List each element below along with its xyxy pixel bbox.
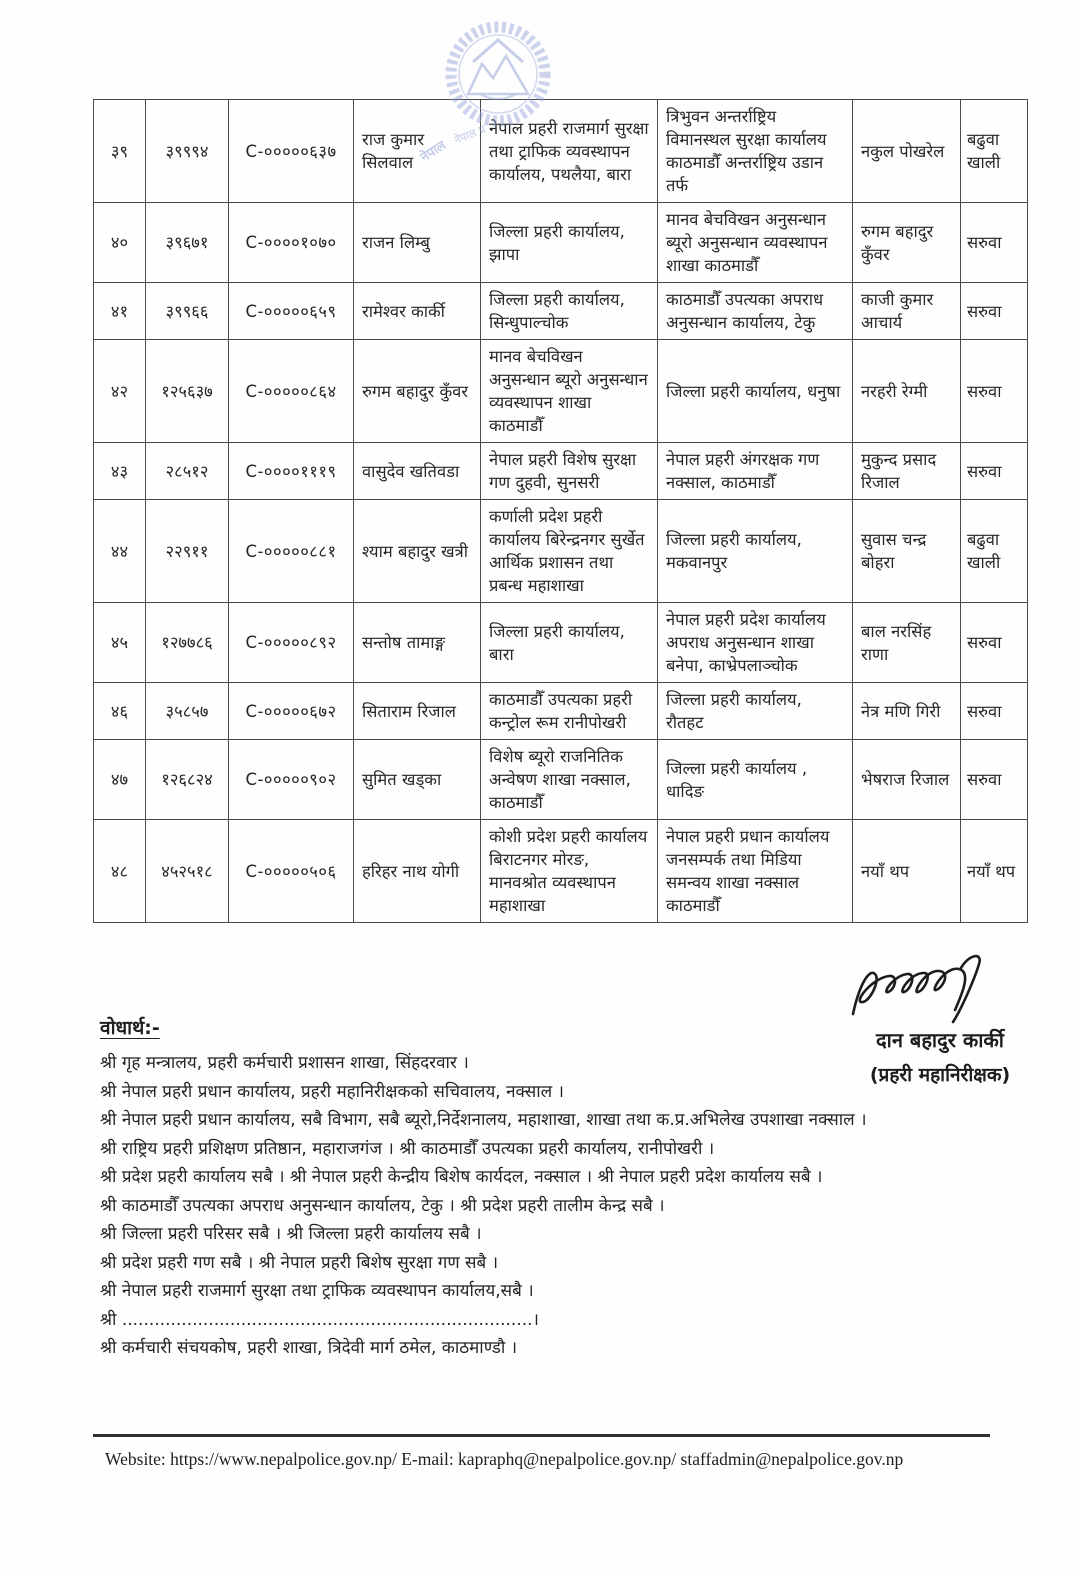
cell-badge-no: २८५१२ [146,443,229,500]
notice-line: श्री नेपाल प्रहरी प्रधान कार्यालय, सबै विभाग, सबै ब्यूरो,निर्देशनालय, महाशाखा, शाखा तथा क.प्र.अभिलेख उपशाखा नक्साल । [100,1110,867,1130]
cell-code: C-००००१११९ [229,443,354,500]
cell-code: C-०००००६३७ [229,100,354,203]
cell-badge-no: १२६८२४ [146,740,229,820]
notice-line: श्री ............................................................................। [100,1309,539,1330]
cell-name: राजन लिम्बु [354,203,481,283]
cell-sn: ४२ [94,340,146,443]
cell-sn: ४७ [94,740,146,820]
cell-from-office: जिल्ला प्रहरी कार्यालय, सिन्धुपाल्चोक [481,283,658,340]
cell-name: रामेश्वर कार्की [354,283,481,340]
cell-sn: ४६ [94,683,146,740]
cell-status: सरुवा [961,340,1028,443]
cell-to-office: नेपाल प्रहरी अंगरक्षक गण नक्साल, काठमाडौँ [658,443,853,500]
cell-status: सरुवा [961,443,1028,500]
cell-from-office: नेपाल प्रहरी राजमार्ग सुरक्षा तथा ट्राफिक व्यवस्थापन कार्यालय, पथलैया, बारा [481,100,658,203]
cell-sn: ४० [94,203,146,283]
cell-status: सरुवा [961,683,1028,740]
notice-line: श्री नेपाल प्रहरी राजमार्ग सुरक्षा तथा ट्राफिक व्यवस्थापन कार्यालय,सबै । [100,1281,534,1301]
notice-line: श्री कर्मचारी संचयकोष, प्रहरी शाखा, त्रिदेवी मार्ग ठमेल, काठमाण्डौ । [100,1338,518,1358]
table-row [94,203,1028,283]
cell-to-office: मानव बेचविखन अनुसन्धान ब्यूरो अनुसन्धान व्यवस्थापन शाखा काठमाडौँ [658,203,853,283]
cell-from-office: नेपाल प्रहरी विशेष सुरक्षा गण दुहवी, सुनसरी [481,443,658,500]
notice-line: श्री नेपाल प्रहरी प्रधान कार्यालय, प्रहरी महानिरीक्षकको सचिवालय, नक्साल । [100,1081,564,1102]
cell-replacement: नरहरी रेग्मी [853,340,961,443]
cell-to-office: जिल्ला प्रहरी कार्यालय, रौतहट [658,683,853,740]
notice-line: श्री प्रदेश प्रहरी गण सबै । श्री नेपाल प्रहरी बिशेष सुरक्षा गण सबै । [100,1252,499,1273]
bodhartha-heading: वोधार्थ:- [100,1017,160,1039]
table-row [94,740,1028,820]
signatory-name: दान बहादुर कार्की [876,1028,1004,1052]
cell-code: C-०००००९०२ [229,740,354,820]
cell-to-office: जिल्ला प्रहरी कार्यालय, धनुषा [658,340,853,443]
table-row [94,820,1028,923]
cell-name: राज कुमार सिलवाल [354,100,481,203]
cell-to-office: जिल्ला प्रहरी कार्यालय, मकवानपुर [658,500,853,603]
cell-sn: ४४ [94,500,146,603]
cell-name: सन्तोष तामाङ्ग [354,603,481,683]
notice-line: श्री राष्ट्रिय प्रहरी प्रशिक्षण प्रतिष्ठान, महाराजगंज । श्री काठमाडौँ उपत्यका प्रहरी कार्यालय, रानीपोखरी । [100,1138,715,1159]
signature-block [835,952,1045,1087]
cell-code: C-०००००८९२ [229,603,354,683]
cell-code: C-००००१०७० [229,203,354,283]
cell-replacement: सुवास चन्द्र बोहरा [853,500,961,603]
cell-to-office: जिल्ला प्रहरी कार्यालय , धादिङ [658,740,853,820]
cell-badge-no: ३९९६६ [146,283,229,340]
footer-divider [93,1434,990,1437]
notice-line: श्री प्रदेश प्रहरी कार्यालय सबै । श्री नेपाल प्रहरी केन्द्रीय बिशेष कार्यदल, नक्साल । श्री नेपाल प्रहरी प्रदेश कार्यालय सबै । [100,1167,823,1187]
cell-name: वासुदेव खतिवडा [354,443,481,500]
table-row [94,683,1028,740]
cell-name: हरिहर नाथ योगी [354,820,481,923]
cell-from-office: काठमाडौँ उपत्यका प्रहरी कन्ट्रोल रूम रानीपोखरी [481,683,658,740]
cell-status: बढुवा खाली [961,500,1028,603]
cell-badge-no: ३५८५७ [146,683,229,740]
cell-replacement: रुगम बहादुर कुँवर [853,203,961,283]
cell-from-office: कोशी प्रदेश प्रहरी कार्यालय बिराटनगर मोरङ, मानवश्रोत व्यवस्थापन महाशाखा [481,820,658,923]
cell-replacement: नयाँ थप [853,820,961,923]
cell-replacement: काजी कुमार आचार्य [853,283,961,340]
table-row [94,100,1028,203]
cell-code: C-०००००६५९ [229,283,354,340]
cell-badge-no: ४५२५१८ [146,820,229,923]
cell-to-office: काठमाडौँ उपत्यका अपराध अनुसन्धान कार्यालय, टेकु [658,283,853,340]
cell-to-office: त्रिभुवन अन्तर्राष्ट्रिय विमानस्थल सुरक्षा कार्यालय काठमाडौँ अन्तर्राष्ट्रिय उडान तर्फ [658,100,853,203]
cell-code: C-०००००८८१ [229,500,354,603]
handwritten-signature [845,952,1035,1032]
cell-status: नयाँ थप [961,820,1028,923]
cell-badge-no: ३९९९४ [146,100,229,203]
cell-name: सिताराम रिजाल [354,683,481,740]
table-row [94,443,1028,500]
cell-replacement: नेत्र मणि गिरी [853,683,961,740]
cell-name: रुगम बहादुर कुँवर [354,340,481,443]
cell-status: सरुवा [961,203,1028,283]
watermark-arc-text-1: नेपाल [418,138,449,166]
signatory-title: (प्रहरी महानिरीक्षक) [869,1064,1011,1086]
cell-code: C-०००००६७२ [229,683,354,740]
cell-name: सुमित खड्का [354,740,481,820]
cell-code: C-०००००८६४ [229,340,354,443]
footer-contact-text: Website: https://www.nepalpolice.gov.np/ E-mail: kapraphq@nepalpolice.gov.np/ staffadmin@nepalpolice.gov.np [105,1449,904,1469]
cell-sn: ४१ [94,283,146,340]
cell-status: सरुवा [961,603,1028,683]
police-transfer-table [93,99,1028,923]
cell-replacement: नकुल पोखरेल [853,100,961,203]
table-row [94,340,1028,443]
cell-name: श्याम बहादुर खत्री [354,500,481,603]
cell-replacement: मुकुन्द प्रसाद रिजाल [853,443,961,500]
cell-badge-no: ३९६७१ [146,203,229,283]
cell-badge-no: २२९११ [146,500,229,603]
cell-status: बढुवा खाली [961,100,1028,203]
cell-replacement: बाल नरसिंह राणा [853,603,961,683]
cell-to-office: नेपाल प्रहरी प्रधान कार्यालय जनसम्पर्क तथा मिडिया समन्वय शाखा नक्साल काठमाडौँ [658,820,853,923]
cell-code: C-०००००५०६ [229,820,354,923]
cell-from-office: विशेष ब्यूरो राजनितिक अन्वेषण शाखा नक्साल, काठमाडौँ [481,740,658,820]
cell-sn: ४८ [94,820,146,923]
notice-line: श्री जिल्ला प्रहरी परिसर सबै । श्री जिल्ला प्रहरी कार्यालय सबै । [100,1224,482,1244]
table-row [94,500,1028,603]
cell-badge-no: १२७७८६ [146,603,229,683]
cell-badge-no: १२५६३७ [146,340,229,443]
cell-from-office: मानव बेचविखन अनुसन्धान ब्यूरो अनुसन्धान व्यवस्थापन शाखा काठमाडौँ [481,340,658,443]
table-row [94,603,1028,683]
table-row [94,283,1028,340]
cell-status: सरुवा [961,283,1028,340]
cell-replacement: भेषराज रिजाल [853,740,961,820]
cell-to-office: नेपाल प्रहरी प्रदेश कार्यालय अपराध अनुसन्धान शाखा बनेपा, काभ्रेपलाञ्चोक [658,603,853,683]
cell-status: सरुवा [961,740,1028,820]
cell-sn: ३९ [94,100,146,203]
notice-line: श्री काठमाडौँ उपत्यका अपराध अनुसन्धान कार्यालय, टेकु । श्री प्रदेश प्रहरी तालीम केन्द्र सबै । [100,1195,665,1216]
notice-line: श्री गृह मन्त्रालय, प्रहरी कर्मचारी प्रशासन शाखा, सिंहदरवार । [100,1053,469,1073]
cell-sn: ४३ [94,443,146,500]
cell-sn: ४५ [94,603,146,683]
cell-from-office: कर्णाली प्रदेश प्रहरी कार्यालय बिरेन्द्रनगर सुर्खेत आर्थिक प्रशासन तथा प्रबन्ध महाशाखा [481,500,658,603]
watermark-arc-text-2: नेपाल प्र [452,122,488,147]
cell-from-office: जिल्ला प्रहरी कार्यालय, झापा [481,203,658,283]
cell-from-office: जिल्ला प्रहरी कार्यालय, बारा [481,603,658,683]
